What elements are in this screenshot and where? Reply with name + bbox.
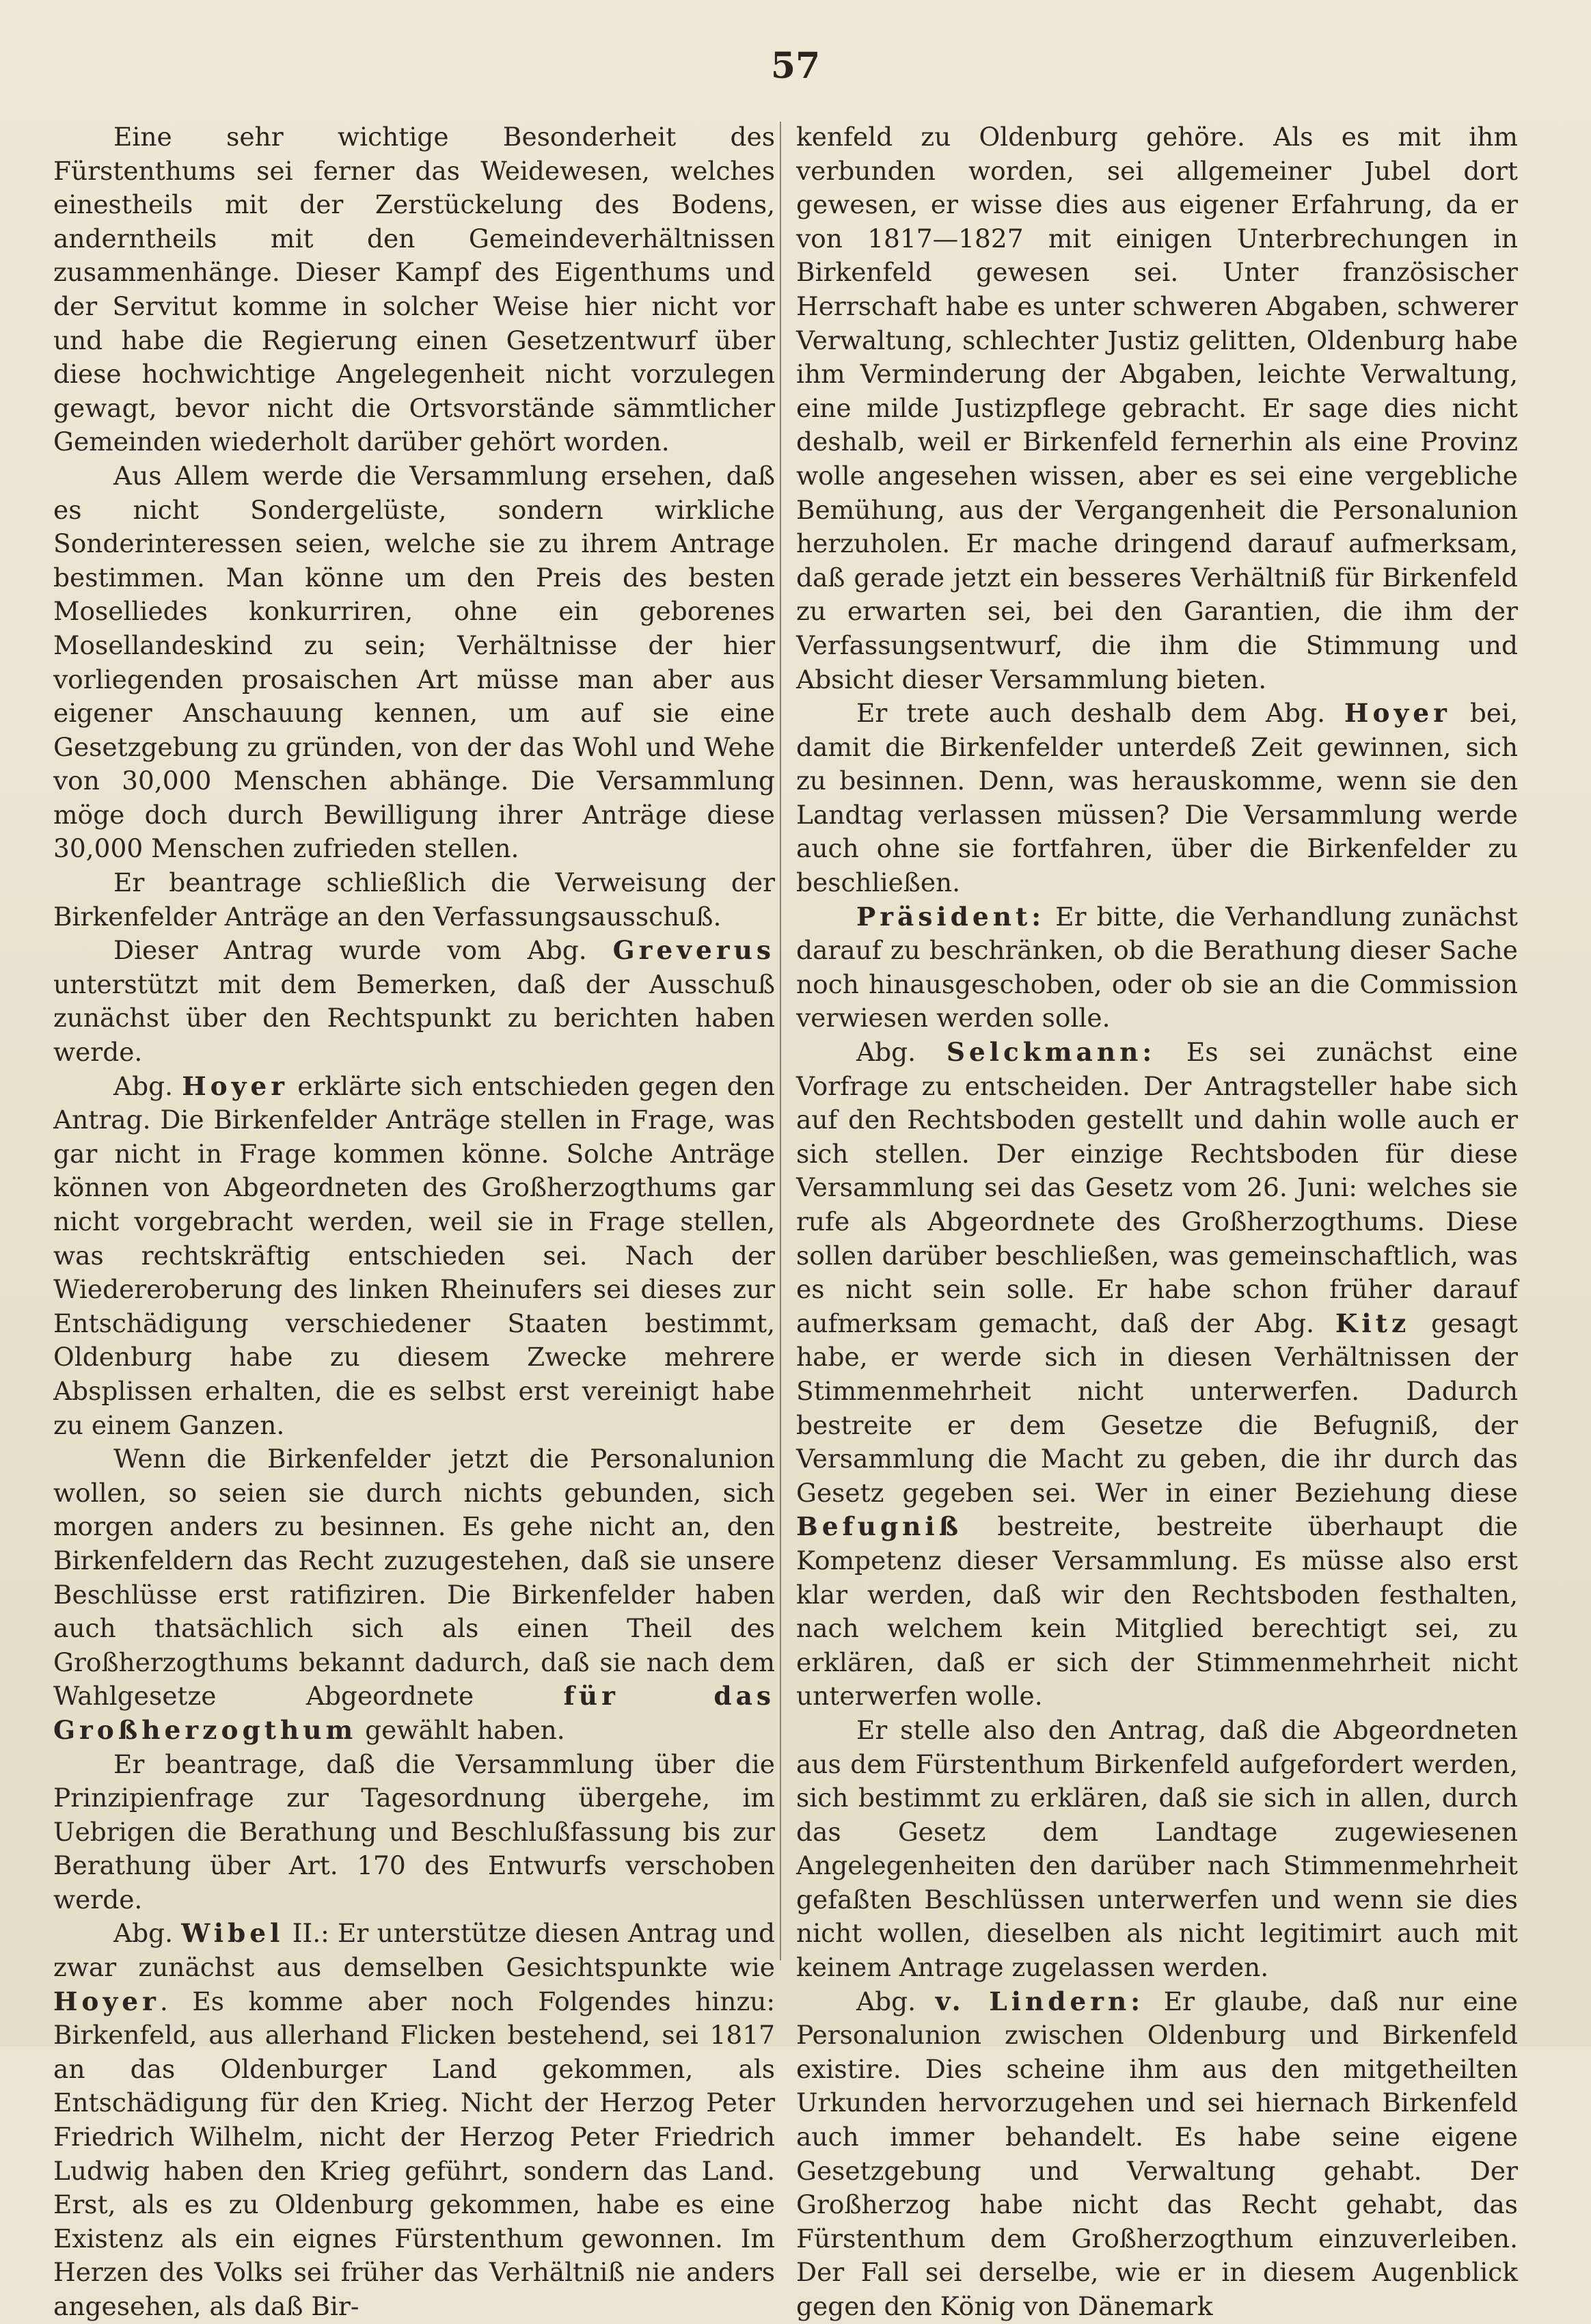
page-number: 57 — [770, 45, 821, 87]
speaker-name: für das Großherzogthum — [53, 1681, 776, 1745]
speaker-name: Hoyer — [1344, 698, 1451, 729]
paragraph-text: Wenn die Birkenfelder jetzt die Personalunion wollen, so seien sie durch nichts gebunden, sich morgen anders zu besinnen. Es gehe nicht an, den Birkenfeldern das Recht zuzugestehen, daß sie unsere Beschlüsse erst ratifiziren. Die Birkenfelder haben auch thatsächlich sich als einen Theil des Großherzogthums bekannt dadurch, daß sie nach dem Wahlgesetze Abgeordnete — [53, 1444, 775, 1712]
paragraph-text: bestreite, bestreite überhaupt die Kompetenz dieser Versammlung. Es müsse also erst klar werden, daß wir den Rechtsboden festhalten, nach welchem kein Mitglied berechtigt sei, zu erklären, daß er sich der Stimmenmehrheit nicht unterwerfen wolle. — [796, 1511, 1518, 1712]
paragraph-text: Abg. — [113, 1070, 182, 1101]
speaker-name: v. Lindern: — [935, 1986, 1145, 2016]
paragraph-text: Er glaube, daß nur eine Personalunion zwischen Oldenburg und Birkenfeld existire. Dies scheine ihm aus den mitgetheilten Urkunden hervorzugehen und sei hiernach Birkenfeld auch immer behandelt. Es habe seine eigene Gesetzgebung und Verwaltung gehabt. Der Großherzog habe nicht das Recht gehabt, das Fürstenthum dem Großherzogthum einzuverleiben. Der Fall sei derselbe, wie er in diesem Augenblick gegen den König von Dänemark — [796, 1986, 1518, 2321]
speaker-name: Präsident: — [856, 901, 1046, 932]
paragraph-text: kenfeld zu Oldenburg gehöre. Als es mit ihm verbunden worden, sei allgemeiner Jubel dort gewesen, er wisse dies aus eigener Erfahrung, da er von 1817—1827 mit einigen Unterbrechungen in Birkenfeld gewesen sei. Unter französischer Herrschaft habe es unter schweren Abgaben, schwerer Verwaltung, schlechter Justiz gelitten, Oldenburg habe ihm Verminderung der Abgaben, leichte Verwaltung, eine milde Justizpflege gebracht. Er sage dies nicht deshalb, weil er Birkenfeld fernerhin als eine Provinz wolle angesehen wissen, aber es sei eine vergebliche Bemühung, aus der Vergangenheit die Personalunion herzuholen. Er mache dringend darauf aufmerksam, daß gerade jetzt ein besseres Verhältniß für Birkenfeld zu erwarten sei, bei den Garantien, die ihm der Verfassungsentwurf, die ihm die Stimmung und Absicht dieser Versammlung bieten. — [796, 122, 1518, 694]
paragraph — [53, 1442, 775, 1747]
paragraph-text: Er trete auch deshalb dem Abg. — [856, 698, 1345, 729]
paragraph-text: Er beantrage schließlich die Verweisung der Birkenfelder Anträge an den Verfassungsausschuß. — [53, 867, 775, 932]
speaker-name: Hoyer — [182, 1070, 289, 1101]
speaker-name: Wibel — [181, 1918, 284, 1949]
paragraph — [796, 120, 1518, 697]
paragraph — [53, 934, 775, 1069]
paragraph — [796, 1714, 1518, 1985]
speaker-name: Selckmann: — [946, 1037, 1156, 1068]
paragraph-text: unterstützt mit dem Bemerken, daß der Ausschuß zunächst über den Rechtspunkt zu berichten haben werde. — [53, 969, 775, 1068]
column-divider — [780, 122, 781, 1960]
paragraph — [796, 697, 1518, 900]
paragraph-text: Er beantrage, daß die Versammlung über die Prinzipienfrage zur Tagesordnung übergehe, im Uebrigen die Berathung und Beschlußfassung bis zur Berathung über Art. 170 des Entwurfs verschoben werde. — [53, 1748, 775, 1915]
paragraph-text: Dieser Antrag wurde vom Abg. — [113, 935, 613, 966]
paragraph-text: Es sei zunächst eine Vorfrage zu entscheiden. Der Antragsteller habe sich auf den Rechtsboden gestellt und dahin wolle auch er sich stellen. Der einzige Rechtsboden für diese Versammlung sei das Gesetz vom 26. Juni: welches sie rufe als Abgeordnete des Großherzogthums. Diese sollen darüber beschließen, was gemeinschaftlich, was es nicht sein solle. Er habe schon früher darauf aufmerksam gemacht, daß der Abg. — [796, 1037, 1518, 1338]
right-column — [796, 120, 1518, 2324]
paragraph — [796, 1036, 1518, 1714]
paragraph-text: . Es komme aber noch Folgendes hinzu: Birkenfeld, aus allerhand Flicken bestehend, sei 1817 an das Oldenburger Land gekommen, als Entschädigung für den Krieg. Nicht der Herzog Peter Friedrich Wilhelm, nicht der Herzog Peter Friedrich Ludwig haben den Krieg geführt, sondern das Land. Erst, als es zu Oldenburg gekommen, habe es eine Existenz als ein eignes Fürstenthum gewonnen. Im Herzen des Volks sei früher das Verhältniß nie anders angesehen, als daß Bir- — [53, 1986, 775, 2321]
paragraph-text: Er stelle also den Antrag, daß die Abgeordneten aus dem Fürstenthum Birkenfeld aufgefordert werden, sich bestimmt zu erklären, daß sie sich in allen, durch das Gesetz dem Landtage zugewiesenen Angelegenheiten den darüber nach Stimmenmehrheit gefaßten Beschlüssen unterwerfen und wenn sie dies nicht wollen, dieselben als nicht legitimirt auch mit keinem Antrage zugelassen werden. — [796, 1714, 1518, 1983]
speaker-name: Befugniß — [796, 1511, 963, 1542]
paragraph-text: Abg. — [113, 1918, 182, 1949]
paragraph-text: bei, damit die Birkenfelder unterdeß Zeit gewinnen, sich zu besinnen. Denn, was herauskomme, wenn sie den Landtag verlassen müssen? Die Versammlung werde auch ohne sie fortfahren, über die Birkenfelder zu beschließen. — [796, 698, 1519, 898]
paragraph — [53, 459, 775, 866]
paragraph — [53, 866, 775, 934]
paragraph-text: gewählt haben. — [357, 1714, 565, 1745]
speaker-name: Kitz — [1335, 1308, 1411, 1338]
paragraph-text: Er bitte, die Verhandlung zunächst darauf zu beschränken, ob die Berathung dieser Sache noch hinausgeschoben, oder ob sie an die Commission verwiesen werden solle. — [796, 901, 1518, 1033]
paragraph-text: II.: Er unterstütze diesen Antrag und zwar zunächst aus demselben Gesichtspunkte wie — [53, 1918, 775, 1983]
paragraph — [53, 1917, 775, 2323]
paragraph-text: erklärte sich entschieden gegen den Antrag. Die Birkenfelder Anträge stellen in Frage, was gar nicht in Frage kommen könne. Solche Anträge können von Abgeordneten des Großherzogthums gar nicht vorgebracht werden, weil sie in Frage stellen, was rechtskräftig entschieden sei. Nach der Wiedereroberung des linken Rheinufers sei dieses zur Entschädigung verschiedener Staaten bestimmt, Oldenburg habe zu diesem Zwecke mehrere Absplissen erhalten, die es selbst erst vereinigt habe zu einem Ganzen. — [53, 1070, 775, 1440]
paragraph-text: Abg. — [856, 1986, 936, 2016]
paragraph — [53, 120, 775, 459]
paragraph — [796, 1985, 1518, 2324]
paragraph-text: gesagt habe, er werde sich in diesen Verhältnissen der Stimmenmehrheit nicht unterwerfen. Dadurch bestreite er dem Gesetze die Befugniß, der Versammlung die Macht zu geben, die ihr durch das Gesetz gegeben sei. Wer in einer Beziehung diese — [796, 1308, 1519, 1508]
paragraph-text: Aus Allem werde die Versammlung ersehen, daß es nicht Sondergelüste, sondern wirkliche Sonderinteressen seien, welche sie zu ihrem Antrage bestimmen. Man könne um den Preis des besten Moselliedes konkurriren, ohne ein geborenes Mosellandeskind zu sein; Verhältnisse der hier vorliegenden prosaischen Art müsse man aber aus eigener Anschauung kennen, um auf sie eine Gesetzgebung zu gründen, von der das Wohl und Wehe von 30,000 Menschen abhänge. Die Versammlung möge doch durch Bewilligung ihrer Anträge diese 30,000 Menschen zufrieden stellen. — [53, 460, 775, 864]
left-column — [53, 120, 775, 2324]
paragraph-text: Eine sehr wichtige Besonderheit des Fürstenthums sei ferner das Weidewesen, welches einestheils mit der Zerstückelung des Bodens, anderntheils mit den Gemeindeverhältnissen zusammenhänge. Dieser Kampf des Eigenthums und der Servitut komme in solcher Weise hier nicht vor und habe die Regierung einen Gesetzentwurf über diese hochwichtige Angelegenheit nicht vorzulegen gewagt, bevor nicht die Ortsvorstände sämmtlicher Gemeinden wiederholt darüber gehört worden. — [53, 122, 775, 457]
paragraph — [53, 1748, 775, 1917]
paragraph — [53, 1070, 775, 1443]
paragraph-text: Abg. — [856, 1037, 947, 1068]
speaker-name: Greverus — [612, 935, 775, 966]
speaker-name: Hoyer — [53, 1986, 160, 2016]
paragraph — [796, 900, 1518, 1036]
